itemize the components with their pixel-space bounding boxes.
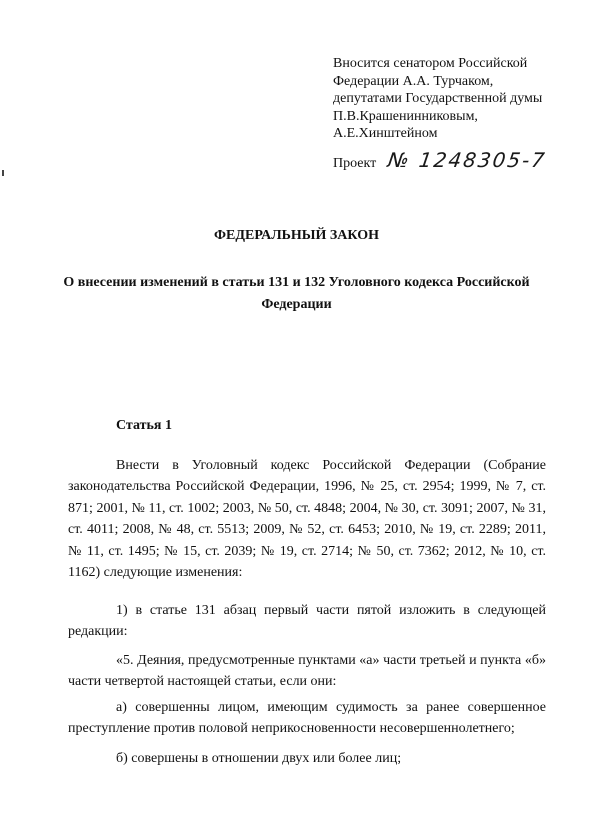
amendment-subitem-a: а) совершенны лицом, имеющим судимость за ранее совершенное преступление против половой неприкосновенности несовершеннолетнего; [68, 700, 546, 737]
submitters-line: А.Е.Хинштейном [333, 126, 438, 142]
law-type-heading: ФЕДЕРАЛЬНЫЙ ЗАКОН [214, 228, 379, 243]
submitters-line: Вносится сенатором Российской [333, 56, 528, 71]
article-heading: Статья 1 [116, 418, 172, 433]
submitters-line: депутатами Государственной думы [333, 91, 543, 107]
handwritten-project-number: № 1248305-7 [386, 148, 549, 172]
submitters-line: Федерации А.А. Турчаком, [333, 73, 494, 89]
scan-edge-mark [2, 170, 4, 176]
amendment-subitem-b: б) совершены в отношении двух или более лиц; [116, 751, 402, 766]
project-number-block [333, 148, 549, 178]
law-title: О внесении изменений в статьи 131 и 132 Уголовного кодекса Российской Федерации [63, 275, 530, 312]
submitters-line: П.В.Крашенинниковым, [333, 108, 478, 124]
amendment-quote-paragraph: «5. Деяния, предусмотренные пунктами «а» части третьей и пункта «б» части четвертой настоящей статьи, если они: [68, 653, 546, 690]
article-intro-paragraph: Внести в Уголовный кодекс Российской Федерации (Собрание законодательства Российской Федерации, 1996, № 25, ст. 2954; 1999, № 7, ст. 871; 2001, № 11, ст. 1002; 2003, № 50, ст. 4848; 2004, № 30, ст. 3091; 2007, № 31, ст. 4011; 2008, № 48, ст. 5513; 2009, № 52, ст. 6453; 2010, № 19, ст. 2289; 2011, № 11, ст. 1495; № 15, ст. 2039; № 19, ст. 2714; № 50, ст. 7362; 2012, № 10, ст. 1162) следующие изменения: [68, 458, 546, 581]
submitters-block [333, 55, 583, 143]
amendment-item-1: 1) в статье 131 абзац первый части пятой изложить в следующей редакции: [68, 603, 546, 640]
project-label: Проект [333, 156, 377, 171]
